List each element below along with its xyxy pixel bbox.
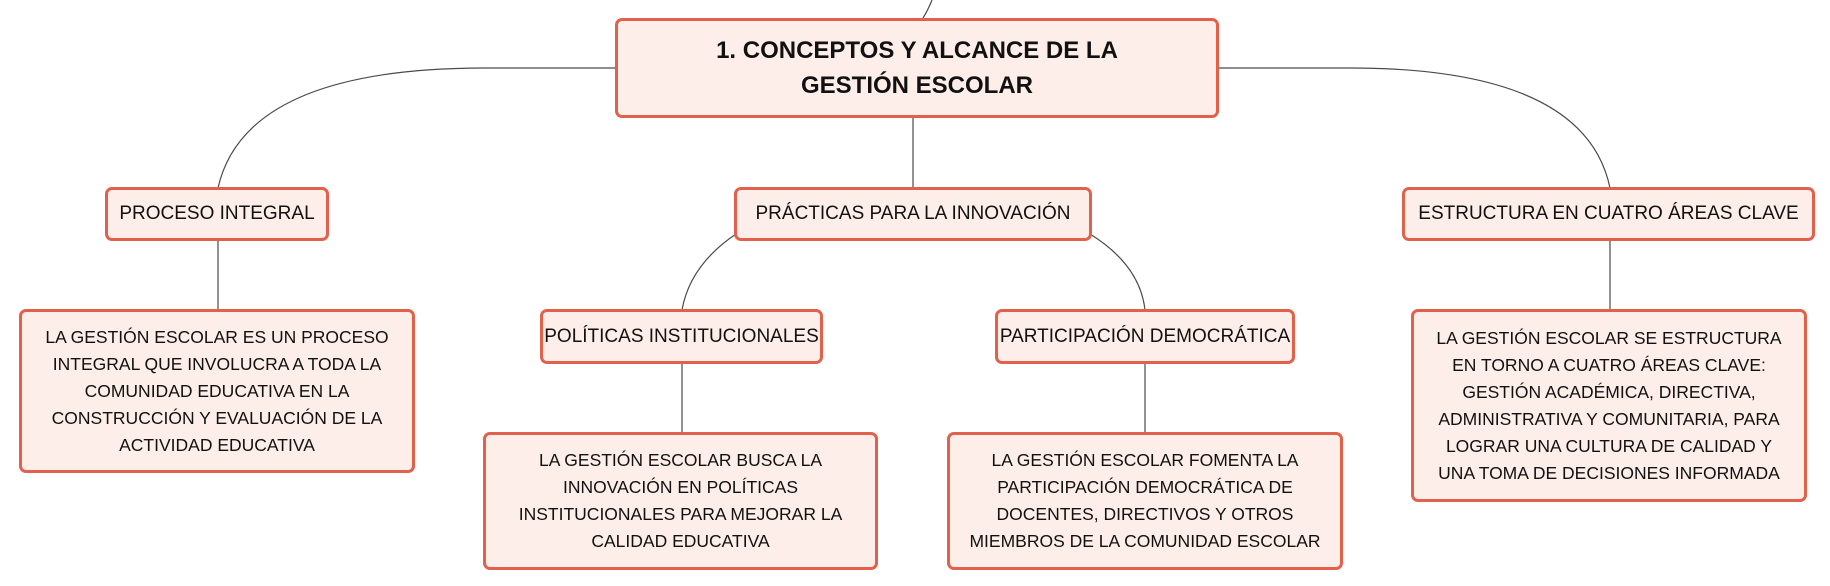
detail-node-proceso-integral[interactable] bbox=[19, 309, 415, 473]
connector-practicas-to-participacion bbox=[1090, 234, 1145, 310]
branch-label: ESTRUCTURA EN CUATRO ÁREAS CLAVE bbox=[1418, 203, 1799, 224]
connector-parent-to-root bbox=[923, 0, 932, 18]
detail-node-estructura-areas[interactable] bbox=[1411, 309, 1807, 502]
branch-node-estructura-areas[interactable] bbox=[1402, 187, 1815, 241]
branch-node-proceso-integral[interactable] bbox=[105, 187, 329, 241]
connector-practicas-to-politicas bbox=[682, 234, 736, 310]
detail-text: LA GESTIÓN ESCOLAR BUSCA LA INNOVACIÓN EN POLÍTICAS INSTITUCIONALES PARA MEJORAR LA CALIDAD EDUCATIVA bbox=[518, 450, 843, 551]
subbranch-label: POLÍTICAS INSTITUCIONALES bbox=[544, 325, 819, 347]
subbranch-node-politicas-institucionales[interactable] bbox=[540, 309, 823, 364]
root-node[interactable] bbox=[615, 18, 1219, 118]
branch-node-practicas-innovacion[interactable] bbox=[734, 187, 1092, 241]
branch-label: PROCESO INTEGRAL bbox=[119, 203, 315, 224]
detail-text: LA GESTIÓN ESCOLAR FOMENTA LA PARTICIPACIÓN DEMOCRÁTICA DE DOCENTES, DIRECTIVOS Y OTROS MIEMBROS DE LA COMUNIDAD ESCOLAR bbox=[969, 450, 1321, 551]
connector-root-to-proceso bbox=[218, 68, 615, 188]
subbranch-node-participacion-democratica[interactable] bbox=[995, 309, 1295, 364]
detail-text: LA GESTIÓN ESCOLAR SE ESTRUCTURA EN TORNO A CUATRO ÁREAS CLAVE: GESTIÓN ACADÉMICA, DIRECTIVA, ADMINISTRATIVA Y COMUNITARIA, PARA LOGRAR UNA CULTURA DE CALIDAD Y UNA TOMA DE DECISIONES INFORMADA bbox=[1436, 327, 1782, 483]
connector-root-to-estructura bbox=[1218, 68, 1610, 188]
detail-node-politicas-institucionales[interactable] bbox=[483, 432, 878, 570]
detail-text: LA GESTIÓN ESCOLAR ES UN PROCESO INTEGRAL QUE INVOLUCRA A TODA LA COMUNIDAD EDUCATIVA EN LA CONSTRUCCIÓN Y EVALUACIÓN DE LA ACTIVIDAD EDUCATIVA bbox=[45, 326, 389, 455]
root-label: 1. CONCEPTOS Y ALCANCE DE LA GESTIÓN ESCOLAR bbox=[716, 37, 1118, 99]
subbranch-label: PARTICIPACIÓN DEMOCRÁTICA bbox=[999, 325, 1291, 347]
detail-node-participacion-democratica[interactable] bbox=[947, 432, 1343, 570]
branch-label: PRÁCTICAS PARA LA INNOVACIÓN bbox=[755, 203, 1071, 224]
